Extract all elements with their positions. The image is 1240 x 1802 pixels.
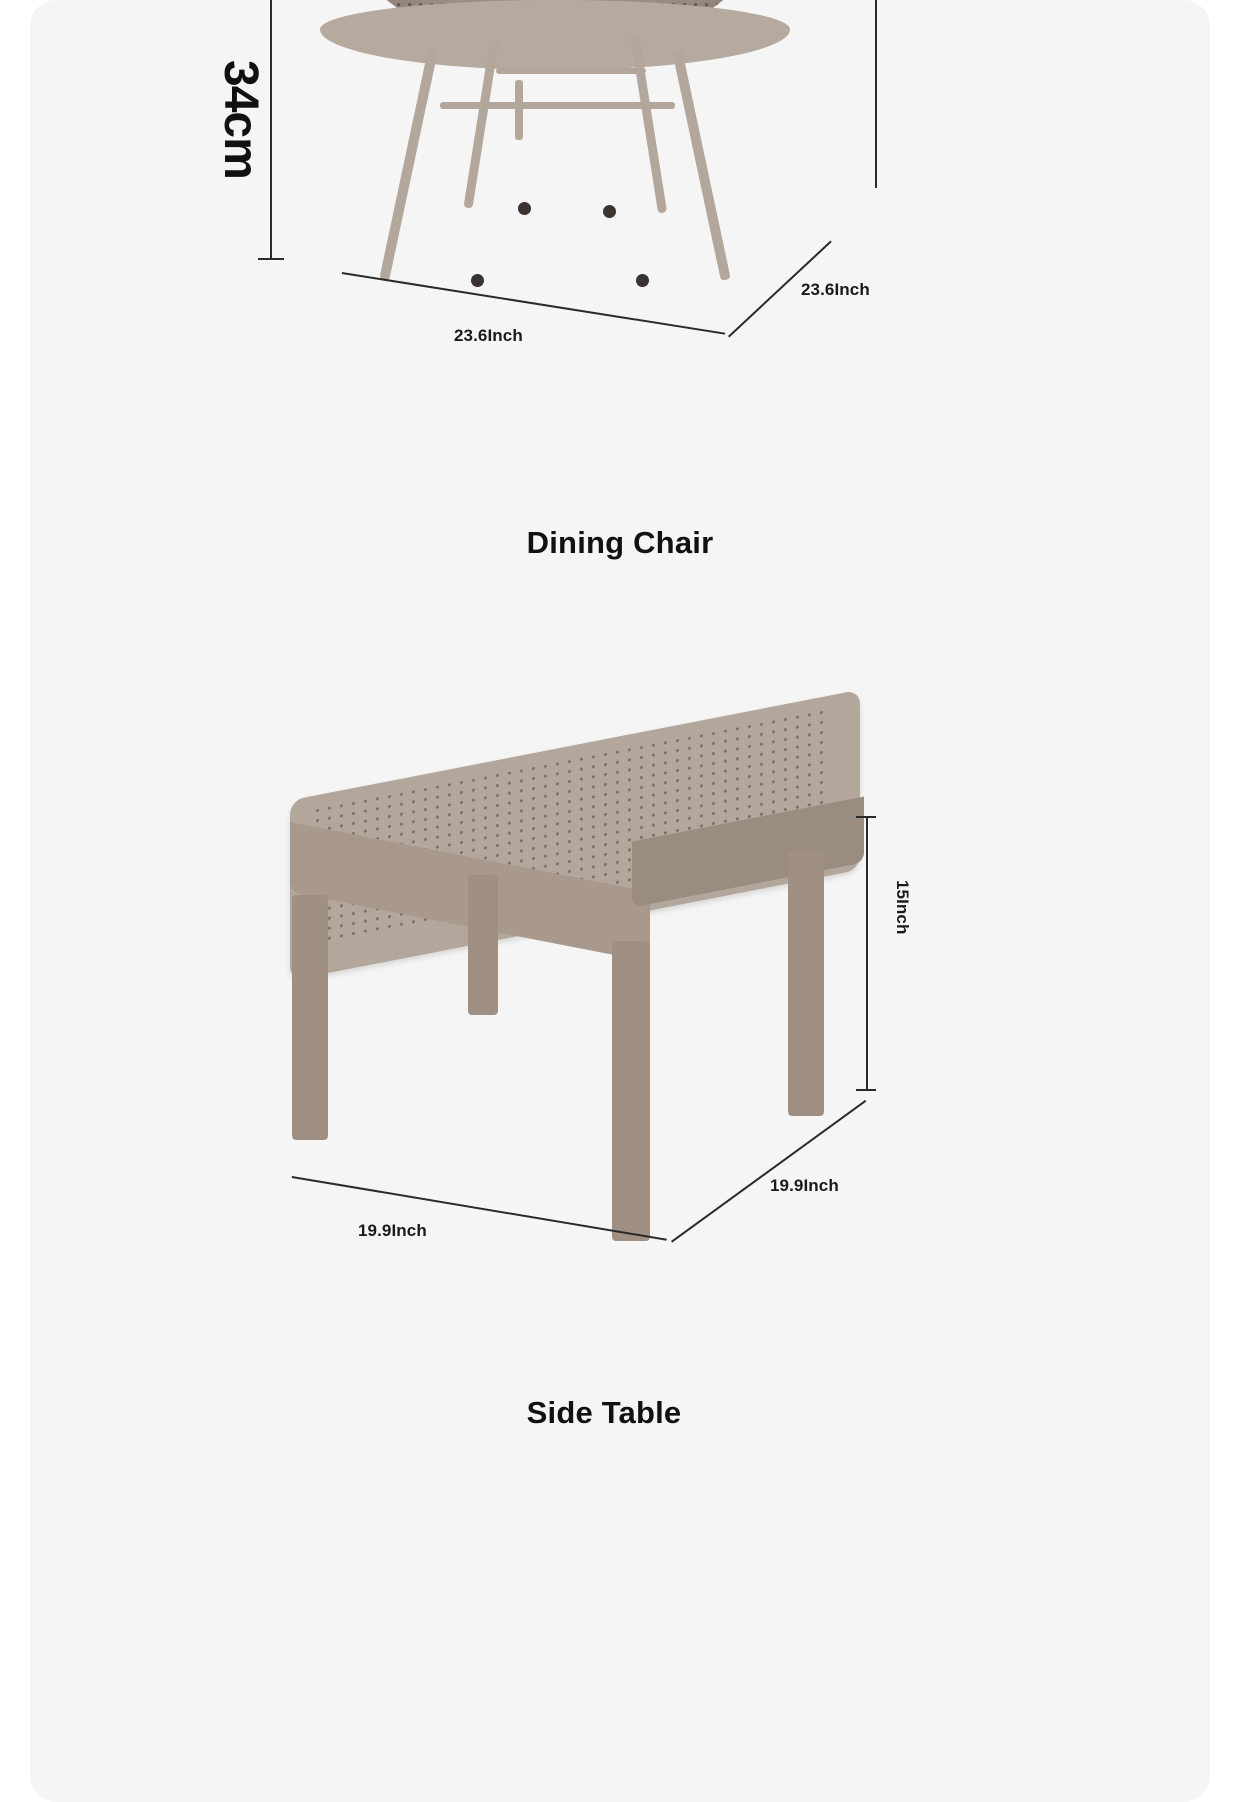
dining-chair-section [30,0,1210,560]
side-table-illustration [260,745,900,1305]
table-leg-back-left [468,875,498,1015]
table-depth-label: 19.9Inch [770,1176,839,1195]
chair-width-label: 23.6Inch [454,326,523,345]
chair-seat-rim [320,0,790,70]
table-leg-front-right [612,941,650,1241]
chair-height-label: 34cm [214,60,267,179]
chair-right-dim-line [875,0,877,188]
product-dimension-sheet [30,0,1210,1802]
chair-foot-front-right [636,274,649,287]
table-height-label: 15Inch [893,880,912,935]
table-height-tick-top [856,816,876,818]
chair-foot-back-left [518,202,531,215]
chair-crossbar-rear [496,68,646,74]
chair-height-line-left [270,0,272,260]
table-height-tick-bottom [856,1089,876,1091]
chair-leg-front-left [379,49,438,281]
chair-foot-back-right [603,205,616,218]
side-table-section [30,690,1210,1510]
table-height-line-right [866,816,868,1091]
chair-depth-label: 23.6Inch [801,280,870,299]
chair-foot-front-left [471,274,484,287]
chair-crossbar-front [440,102,675,109]
table-width-label: 19.9Inch [358,1221,427,1240]
side-table-caption: Side Table [526,1395,682,1430]
dining-chair-caption: Dining Chair [526,525,714,560]
chair-leg-front-right [672,49,731,281]
dining-chair-illustration [300,0,820,310]
table-leg-back-right [788,851,824,1116]
chair-crossbar-side [515,80,523,140]
table-leg-front-left [292,895,328,1140]
chair-height-tick-bottom [258,258,284,260]
